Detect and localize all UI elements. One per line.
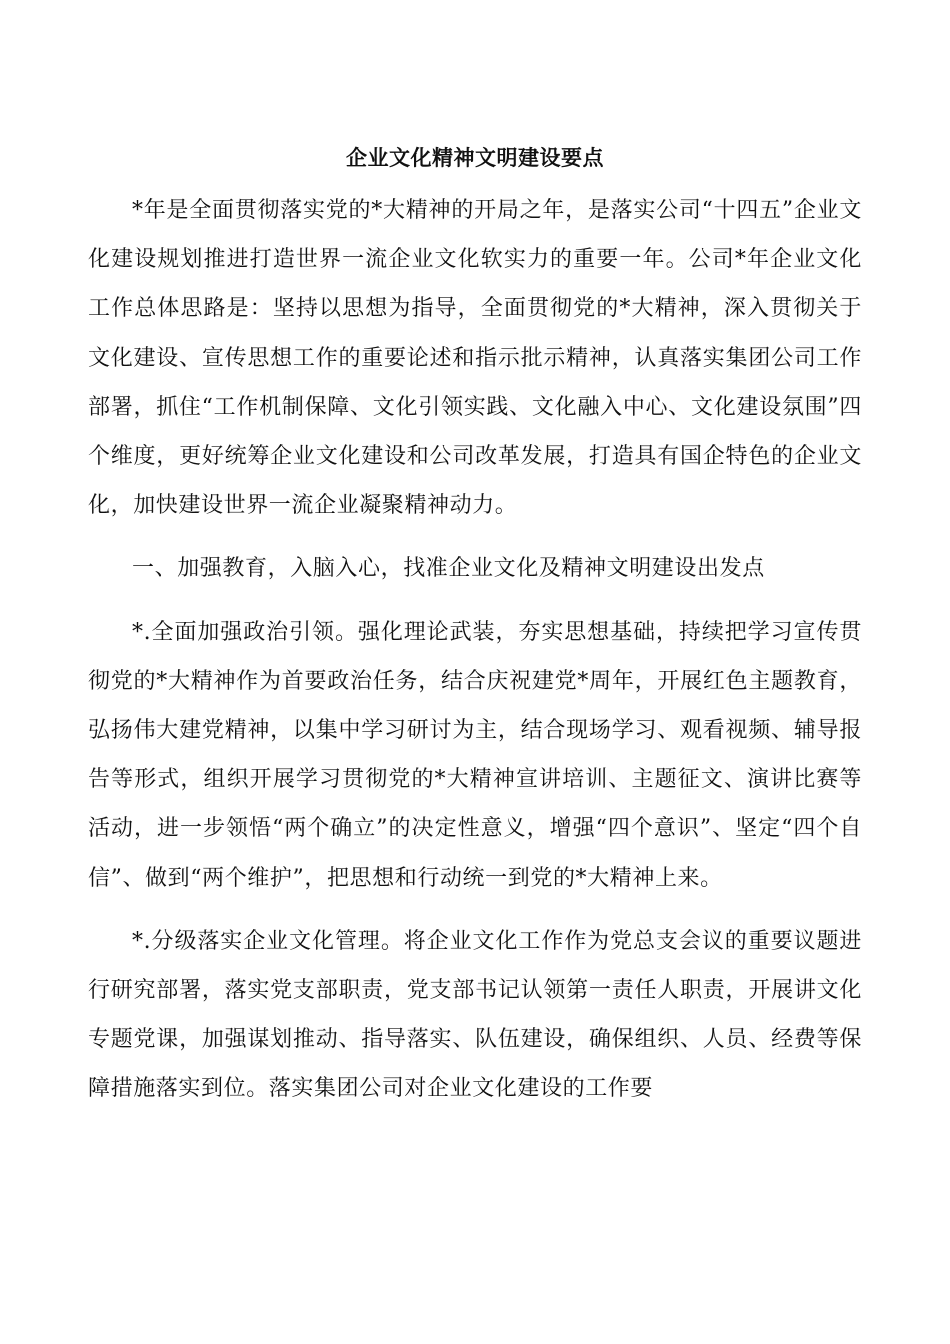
- document-title: 企业文化精神文明建设要点: [346, 145, 604, 170]
- body-paragraph-political-guidance: *.全面加强政治引领。强化理论武装，夯实思想基础，持续把学习宣传贯彻党的*大精神作为首要政治任务，结合庆祝建党*周年，开展红色主题教育，弘扬伟大建党精神，以集中学习研讨为主，结合现场学习、观看视频、辅导报告等形式，组织开展学习贯彻党的*大精神宣讲培训、主题征文、演讲比赛等活动，进一步领悟“两个确立”的决定性意义，增强“四个意识”、坚定“四个自信”、做到“两个维护”，把思想和行动统一到党的*大精神上来。: [88, 619, 862, 891]
- document-body: [88, 138, 862, 1114]
- body-paragraph-culture-management: *.分级落实企业文化管理。将企业文化工作作为党总支会议的重要议题进行研究部署，落实党支部职责，党支部书记认领第一责任人职责，开展讲文化专题党课，加强谋划推动、指导落实、队伍建设，确保组织、人员、经费等保障措施落实到位。落实集团公司对企业文化建设的工作要: [88, 928, 862, 1102]
- intro-paragraph: *年是全面贯彻落实党的*大精神的开局之年，是落实公司“十四五”企业文化建设规划推进打造世界一流企业文化软实力的重要一年。公司*年企业文化工作总体思路是：坚持以思想为指导，全面贯彻党的*大精神，深入贯彻关于文化建设、宣传思想工作的重要论述和指示批示精神，认真落实集团公司工作部署，抓住“工作机制保障、文化引领实践、文化融入中心、文化建设氛围”四个维度，更好统筹企业文化建设和公司改革发展，打造具有国企特色的企业文化，加快建设世界一流企业凝聚精神动力。: [88, 198, 862, 519]
- section-heading-1: 一、加强教育，入脑入心，找准企业文化及精神文明建设出发点: [132, 556, 765, 582]
